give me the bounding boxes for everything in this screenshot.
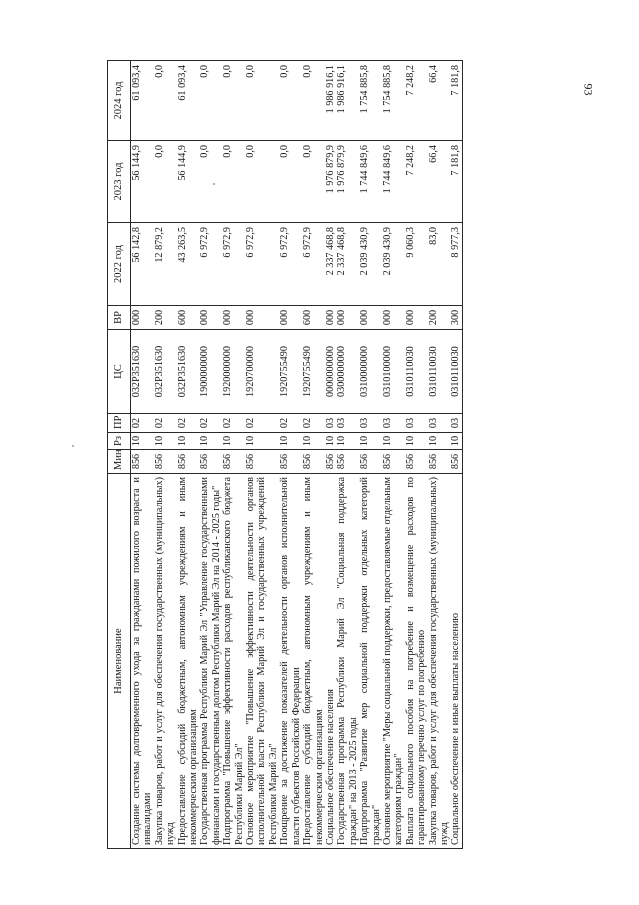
cell-cs: 1900000000	[199, 330, 222, 414]
cell-y2023: 0,0	[302, 141, 325, 223]
cell-name: Предоставление субсидий бюджетным, автономным учреждениям и иным некоммерческим организациям	[302, 474, 325, 849]
cell-cs: 0310110030	[450, 330, 462, 414]
cell-name: Подпрограмма "Развитие мер социальной поддержки отдельных категорий граждан"	[359, 474, 382, 849]
cell-name: Государственная программа Республики Марий Эл "Социальная поддержка граждан" на 2013 - 2025 годы	[336, 474, 359, 849]
cell-pr: 02	[279, 414, 302, 433]
cell-y2022: 6 972,9	[245, 223, 279, 306]
cell-rz: 10	[154, 433, 177, 450]
header-2023: 2023 год	[108, 141, 131, 223]
page-number: 93	[581, 83, 596, 96]
cell-y2023: 0,0	[199, 141, 222, 223]
cell-vr: 600	[302, 306, 325, 330]
cell-rz: 10	[279, 433, 302, 450]
cell-y2023: 1 744 849,6	[359, 141, 382, 223]
table-row	[325, 61, 336, 849]
cell-y2022: 6 972,9	[302, 223, 325, 306]
cell-name: Выплата социального пособия на погребение и возмещение расходов по гарантированному перечню услуг по погребению	[405, 474, 428, 849]
cell-name: Основное мероприятие "Повышение эффективности деятельности органов исполнительной власти Республики Марий Эл и государственных учреждений Республики Марий Эл"	[245, 474, 279, 849]
header-2022: 2022 год	[108, 223, 131, 306]
cell-name: Государственная программа Республики Марий Эл "Управление государственными финансами и государственным долгом Республики Марий Эл на 2014 - 2025 годы"	[199, 474, 222, 849]
cell-min: 856	[154, 450, 177, 474]
cell-vr: 000	[359, 306, 382, 330]
cell-y2024: 0,0	[199, 61, 222, 141]
header-min: Мин	[108, 450, 131, 474]
cell-pr: 03	[450, 414, 462, 433]
cell-min: 856	[428, 450, 451, 474]
cell-name: Подпрограмма "Повышение эффективности расходов республиканского бюджета Республики Марий Эл"	[222, 474, 245, 849]
cell-y2022: 2 337 468,8	[325, 223, 336, 306]
scan-speck	[72, 445, 74, 447]
cell-y2023: 0,0	[222, 141, 245, 223]
cell-name: Социальное обеспечение населения	[325, 474, 336, 849]
cell-pr: 03	[405, 414, 428, 433]
cell-rz: 10	[359, 433, 382, 450]
cell-y2024: 1 754 885,8	[359, 61, 382, 141]
cell-rz: 10	[199, 433, 222, 450]
header-name: Наименование	[108, 474, 131, 849]
table-row	[428, 61, 451, 849]
table-row	[450, 61, 462, 849]
cell-y2022: 6 972,9	[279, 223, 302, 306]
cell-pr: 03	[382, 414, 405, 433]
cell-vr: 200	[428, 306, 451, 330]
table-row	[199, 61, 222, 849]
table-row	[154, 61, 177, 849]
cell-vr: 000	[279, 306, 302, 330]
cell-min: 856	[222, 450, 245, 474]
cell-y2024: 7 181,8	[450, 61, 462, 141]
cell-y2024: 1 986 916,1	[336, 61, 359, 141]
table-row	[405, 61, 428, 849]
cell-rz: 10	[336, 433, 359, 450]
cell-y2022: 6 972,9	[199, 223, 222, 306]
cell-min: 856	[245, 450, 279, 474]
cell-y2024: 1 986 916,1	[325, 61, 336, 141]
cell-y2023: 7 248,2	[405, 141, 428, 223]
cell-pr: 02	[131, 414, 154, 433]
cell-y2024: 61 093,4	[177, 61, 200, 141]
cell-cs: 1920755490	[302, 330, 325, 414]
cell-rz: 10	[222, 433, 245, 450]
cell-y2023: 1 744 849,6	[382, 141, 405, 223]
cell-y2024: 61 093,4	[131, 61, 154, 141]
cell-pr: 03	[336, 414, 359, 433]
cell-min: 856	[359, 450, 382, 474]
cell-y2022: 8 977,3	[450, 223, 462, 306]
cell-vr: 000	[131, 306, 154, 330]
cell-cs: 0310110030	[405, 330, 428, 414]
cell-pr: 02	[177, 414, 200, 433]
cell-y2022: 2 337 468,8	[336, 223, 359, 306]
cell-pr: 02	[302, 414, 325, 433]
cell-vr: 000	[245, 306, 279, 330]
cell-min: 856	[405, 450, 428, 474]
cell-y2024: 7 248,2	[405, 61, 428, 141]
cell-vr: 000	[222, 306, 245, 330]
cell-cs: 0000000000	[325, 330, 336, 414]
table-row	[302, 61, 325, 849]
table-row	[279, 61, 302, 849]
cell-vr: 000	[336, 306, 359, 330]
header-2024: 2024 год	[108, 61, 131, 141]
header-pr: ПР	[108, 414, 131, 433]
table-row	[359, 61, 382, 849]
cell-vr: 000	[325, 306, 336, 330]
header-rz: Рз	[108, 433, 131, 450]
cell-pr: 03	[428, 414, 451, 433]
cell-vr: 300	[450, 306, 462, 330]
cell-y2024: 0,0	[154, 61, 177, 141]
table-row	[131, 61, 154, 849]
cell-y2022: 6 972,9	[222, 223, 245, 306]
cell-y2024: 0,0	[245, 61, 279, 141]
cell-min: 856	[131, 450, 154, 474]
cell-cs: 032P351630	[177, 330, 200, 414]
cell-y2024: 0,0	[279, 61, 302, 141]
cell-min: 856	[336, 450, 359, 474]
cell-min: 856	[382, 450, 405, 474]
header-vr: ВР	[108, 306, 131, 330]
cell-cs: 032P351630	[131, 330, 154, 414]
table-row	[222, 61, 245, 849]
cell-cs: 1920000000	[222, 330, 245, 414]
cell-rz: 10	[405, 433, 428, 450]
cell-name: Создание системы долговременного ухода за гражданами пожилого возраста и инвалидами	[131, 474, 154, 849]
cell-y2022: 9 060,3	[405, 223, 428, 306]
cell-pr: 02	[245, 414, 279, 433]
cell-pr: 02	[222, 414, 245, 433]
cell-rz: 10	[450, 433, 462, 450]
cell-y2024: 66,4	[428, 61, 451, 141]
table-row	[336, 61, 359, 849]
cell-rz: 10	[245, 433, 279, 450]
cell-name: Закупка товаров, работ и услуг для обеспечения государственных (муниципальных) нужд	[154, 474, 177, 849]
table-row	[177, 61, 200, 849]
cell-name: Социальное обеспечение и иные выплаты населению	[450, 474, 462, 849]
cell-y2022: 56 142,8	[131, 223, 154, 306]
cell-y2022: 43 263,5	[177, 223, 200, 306]
cell-cs: 0310110030	[428, 330, 451, 414]
cell-y2023: 7 181,8	[450, 141, 462, 223]
cell-y2022: 83,0	[428, 223, 451, 306]
cell-y2023: 0,0	[154, 141, 177, 223]
cell-name: Основное мероприятие "Меры социальной поддержки, предоставляемые отдельным категориям граждан"	[382, 474, 405, 849]
cell-pr: 03	[359, 414, 382, 433]
cell-y2023: 56 144,9	[177, 141, 200, 223]
cell-vr: 000	[199, 306, 222, 330]
cell-cs: 1920755490	[279, 330, 302, 414]
cell-pr: 02	[199, 414, 222, 433]
cell-y2022: 12 879,2	[154, 223, 177, 306]
cell-y2023: 0,0	[279, 141, 302, 223]
cell-name: Поощрение за достижение показателей деятельности органов исполнительной власти субъектов Российской Федерации	[279, 474, 302, 849]
cell-min: 856	[302, 450, 325, 474]
cell-rz: 10	[382, 433, 405, 450]
cell-rz: 10	[325, 433, 336, 450]
cell-cs: 0300000000	[336, 330, 359, 414]
cell-vr: 600	[177, 306, 200, 330]
cell-y2023: 0,0	[245, 141, 279, 223]
cell-pr: 02	[154, 414, 177, 433]
cell-vr: 200	[154, 306, 177, 330]
cell-name: Предоставление субсидий бюджетным, автономным учреждениям и иным некоммерческим организациям	[177, 474, 200, 849]
cell-min: 856	[199, 450, 222, 474]
cell-min: 856	[177, 450, 200, 474]
table-body	[131, 61, 463, 849]
cell-cs: 1920700000	[245, 330, 279, 414]
cell-cs: 032P351630	[154, 330, 177, 414]
cell-cs: 0310100000	[382, 330, 405, 414]
table-row	[245, 61, 279, 849]
header-cs: ЦС	[108, 330, 131, 414]
cell-vr: 000	[382, 306, 405, 330]
cell-rz: 10	[428, 433, 451, 450]
cell-y2024: 0,0	[222, 61, 245, 141]
cell-y2023: 1 976 879,9	[325, 141, 336, 223]
cell-y2023: 1 976 879,9	[336, 141, 359, 223]
cell-min: 856	[450, 450, 462, 474]
cell-name: Закупка товаров, работ и услуг для обеспечения государственных (муниципальных) нужд	[428, 474, 451, 849]
cell-rz: 10	[302, 433, 325, 450]
cell-y2022: 2 039 430,9	[359, 223, 382, 306]
budget-table	[107, 60, 463, 849]
cell-y2023: 56 144,9	[131, 141, 154, 223]
cell-y2024: 0,0	[302, 61, 325, 141]
cell-pr: 03	[325, 414, 336, 433]
rotated-table-container	[107, 61, 541, 849]
cell-rz: 10	[131, 433, 154, 450]
cell-min: 856	[279, 450, 302, 474]
cell-vr: 000	[405, 306, 428, 330]
table-row	[382, 61, 405, 849]
cell-rz: 10	[177, 433, 200, 450]
cell-y2023: 66,4	[428, 141, 451, 223]
cell-cs: 0310000000	[359, 330, 382, 414]
cell-y2022: 2 039 430,9	[382, 223, 405, 306]
cell-y2024: 1 754 885,8	[382, 61, 405, 141]
cell-min: 856	[325, 450, 336, 474]
table-header-row	[108, 61, 131, 849]
